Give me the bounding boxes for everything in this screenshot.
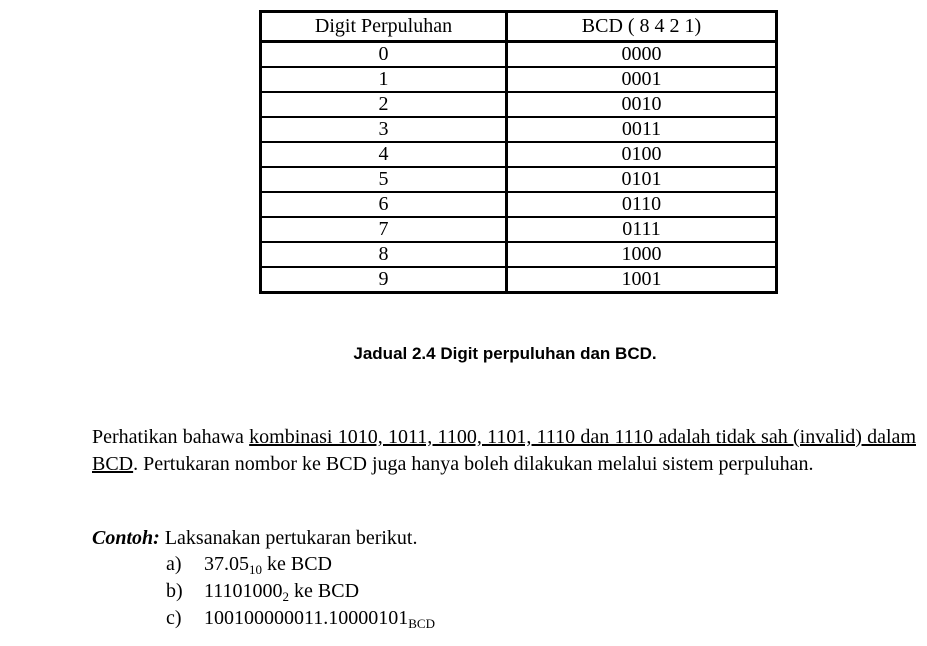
bcd-cell: 0111: [507, 217, 777, 242]
decimal-cell: 6: [261, 192, 507, 217]
table-row: [261, 142, 777, 167]
decimal-cell: 0: [261, 42, 507, 68]
item-expression: [204, 551, 332, 578]
bcd-cell: 1000: [507, 242, 777, 267]
paragraph-lead: Perhatikan bahawa: [92, 426, 250, 448]
body-paragraph: [92, 424, 916, 478]
decimal-cell: 4: [261, 142, 507, 167]
table-row: [261, 67, 777, 92]
decimal-cell: 9: [261, 267, 507, 293]
table-caption: Jadual 2.4 Digit perpuluhan dan BCD.: [353, 344, 657, 363]
table-row: [261, 167, 777, 192]
table-row: [261, 42, 777, 68]
item-base: BCD: [408, 616, 435, 631]
bcd-cell: 0001: [507, 67, 777, 92]
item-base: 2: [282, 589, 290, 604]
column-header-decimal: Digit Perpuluhan: [261, 12, 507, 42]
bcd-cell: 0110: [507, 192, 777, 217]
item-letter: c): [166, 607, 182, 629]
example-list: [166, 551, 435, 632]
bcd-cell: 0000: [507, 42, 777, 68]
table-row: [261, 92, 777, 117]
bcd-cell: 0010: [507, 92, 777, 117]
table-row: [261, 242, 777, 267]
list-item: [166, 551, 435, 578]
decimal-cell: 7: [261, 217, 507, 242]
item-suffix: ke BCD: [289, 580, 360, 602]
bcd-cell: 0100: [507, 142, 777, 167]
list-item: [166, 605, 435, 632]
list-item: [166, 578, 435, 605]
decimal-cell: 8: [261, 242, 507, 267]
paragraph-underlined: kombinasi 1010, 1011, 1100, 1101, 1110 dan 1110 adalah tidak sah (invalid) dalam BCD: [92, 426, 916, 475]
item-value: 11101000: [204, 580, 283, 602]
bcd-cell: 0011: [507, 117, 777, 142]
bcd-table: [259, 10, 778, 294]
item-value: 100100000011.10000101: [204, 607, 409, 629]
table-row: [261, 117, 777, 142]
example-heading: [92, 525, 417, 551]
column-header-bcd: BCD ( 8 4 2 1): [507, 12, 777, 42]
decimal-cell: 2: [261, 92, 507, 117]
example-label: Contoh:: [92, 527, 160, 549]
bcd-cell: 0101: [507, 167, 777, 192]
item-value: 37.05: [204, 553, 249, 575]
item-base: 10: [249, 562, 262, 577]
paragraph-rest: . Pertukaran nombor ke BCD juga hanya boleh dilakukan melalui sistem perpuluhan.: [133, 453, 814, 475]
decimal-cell: 3: [261, 117, 507, 142]
table-header-row: [261, 12, 777, 42]
bcd-cell: 1001: [507, 267, 777, 293]
item-letter: a): [166, 553, 182, 575]
example-instruction: Laksanakan pertukaran berikut.: [159, 527, 418, 549]
table-row: [261, 267, 777, 293]
decimal-cell: 5: [261, 167, 507, 192]
table-row: [261, 217, 777, 242]
item-expression: [204, 605, 435, 632]
item-letter: b): [166, 580, 183, 602]
item-expression: [204, 578, 359, 605]
table-row: [261, 192, 777, 217]
decimal-cell: 1: [261, 67, 507, 92]
item-suffix: ke BCD: [262, 553, 332, 575]
